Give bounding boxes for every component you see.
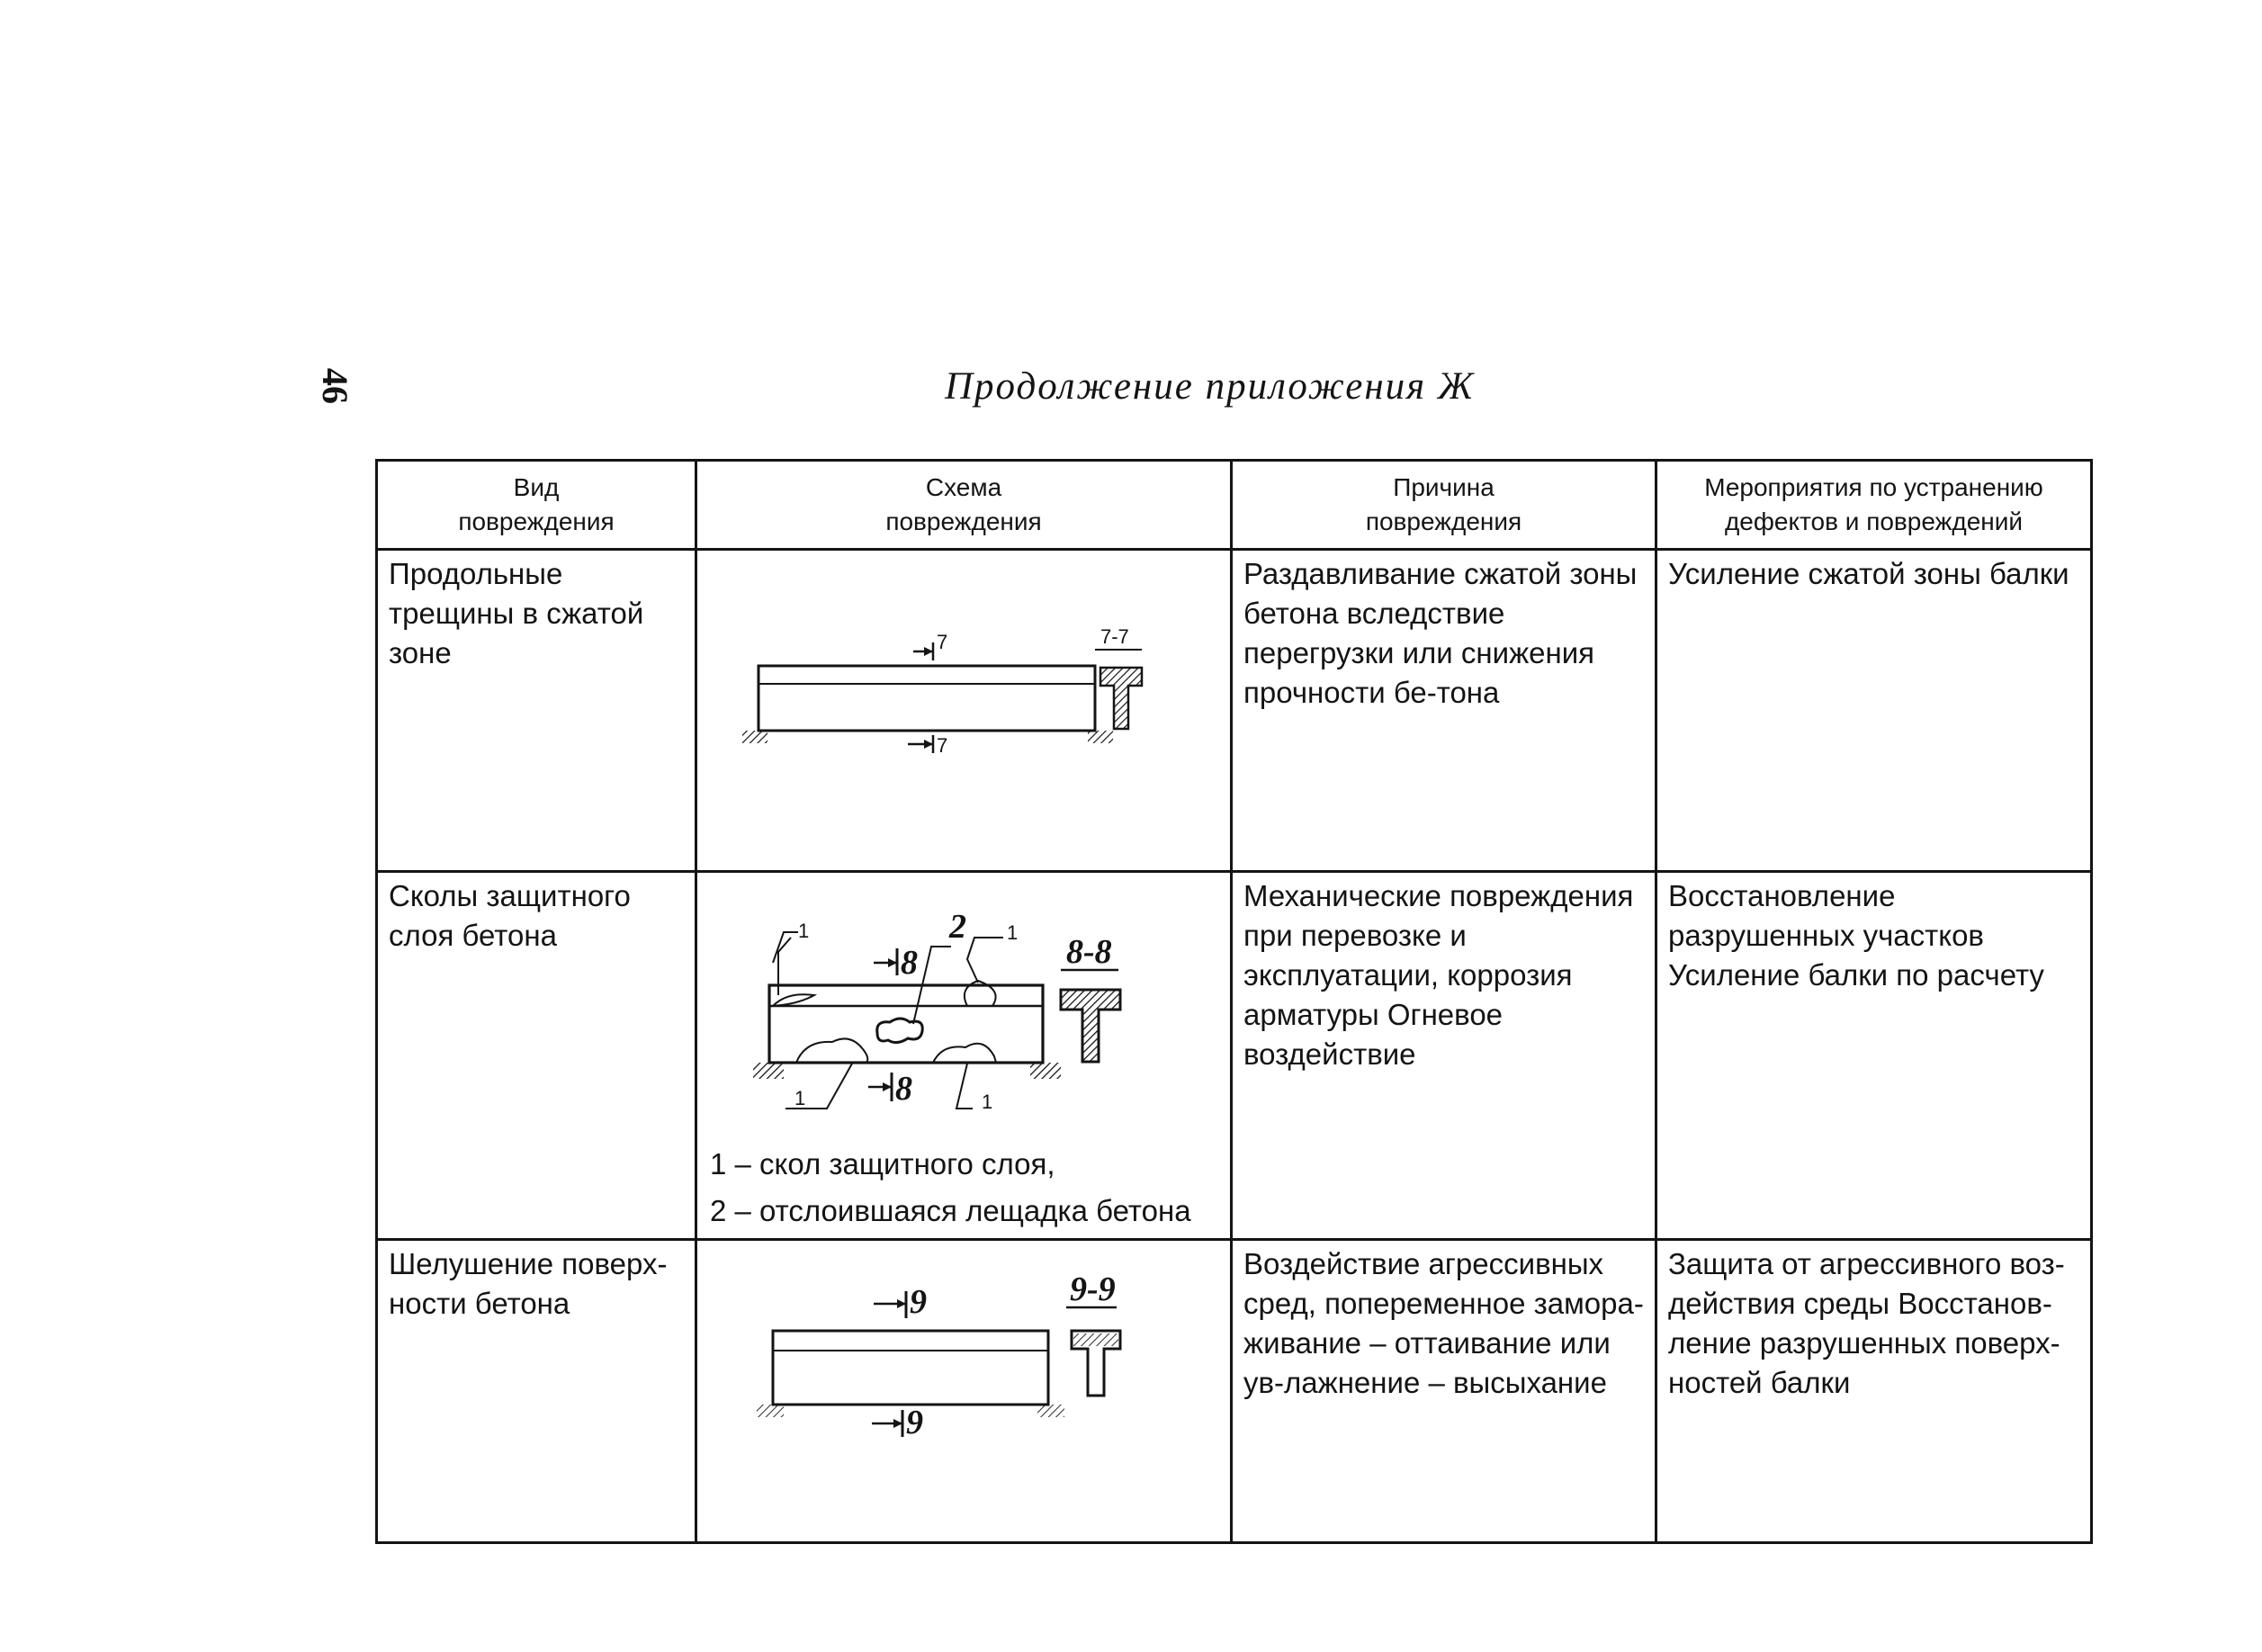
scaled-surface-hatch	[1073, 1333, 1118, 1346]
legend-item: 2 – отслоившаяся лещадка бетона	[710, 1194, 1191, 1227]
damage-type-text: Сколы защитного слоя бетона	[389, 879, 631, 952]
marker-bottom-label: 8	[895, 1070, 912, 1108]
section-marker-top	[913, 631, 947, 660]
beam-scheme-longitudinal-cracks	[697, 551, 1230, 870]
spall-zone	[933, 1044, 996, 1063]
damage-type-cell	[377, 550, 696, 872]
header-line: Схема	[925, 473, 1002, 501]
damage-table	[375, 459, 2093, 1544]
damage-type-cell	[377, 872, 696, 1240]
page-number: 46	[315, 368, 355, 404]
cause-text: Механические повреждения при перевозке и эксплуатации, коррозия арматуры Огневое воздействие	[1243, 879, 1634, 1071]
section-title: 8-8	[1066, 933, 1112, 971]
header-line: Причина	[1393, 473, 1495, 501]
section-marker-top	[874, 944, 918, 982]
table-row	[377, 1240, 2092, 1543]
header-scheme	[696, 461, 1232, 550]
scheme-cell	[696, 550, 1232, 872]
measures-cell	[1656, 1240, 2092, 1543]
callout-1-bottom-right: 1	[982, 1091, 993, 1113]
marker-bottom-label: 7	[937, 734, 948, 757]
scheme-legend	[710, 1141, 1191, 1235]
right-support	[1088, 731, 1113, 743]
cause-cell	[1232, 872, 1656, 1240]
header-line: дефектов и повреждений	[1724, 507, 2024, 535]
left-support	[757, 1405, 784, 1417]
header-line: повреждения	[458, 507, 615, 535]
cause-text: Воздействие агрессивных сред, попеременное замора-живание – оттаивание или ув-лажнение – высыхание	[1243, 1247, 1644, 1399]
beam-outline	[758, 666, 1095, 731]
damage-type-text: Шелушение поверх-ности бетона	[389, 1247, 668, 1320]
legend-item: 1 – скол защитного слоя,	[710, 1147, 1055, 1181]
t-section-icon	[1100, 668, 1142, 729]
callout-1-top-left: 1	[798, 920, 810, 942]
beam-scheme-surface-scaling	[697, 1241, 1230, 1541]
scheme-cell	[696, 1240, 1232, 1543]
section-title: 7-7	[1100, 625, 1129, 648]
table-row	[377, 550, 2092, 872]
scheme-cell	[696, 872, 1232, 1240]
marker-top-label: 7	[937, 631, 948, 653]
right-support	[1030, 1063, 1061, 1079]
header-line: Мероприятия по устранению	[1704, 473, 2043, 501]
beam-outline	[773, 1331, 1048, 1405]
damage-type-text: Продольные трещины в сжатой зоне	[389, 557, 644, 669]
section-marker-bottom	[908, 734, 947, 757]
left-support	[753, 1063, 784, 1079]
header-line: повреждения	[1365, 507, 1522, 535]
section-marker-bottom	[868, 1070, 912, 1108]
marker-bottom-label: 9	[906, 1404, 923, 1441]
concrete-flake	[877, 1019, 922, 1043]
table-row	[377, 872, 2092, 1240]
spall-zone	[796, 1038, 867, 1063]
cause-text: Раздавливание сжатой зоны бетона вследствие перегрузки или снижения прочности бе-тона	[1243, 557, 1638, 709]
section-marker-bottom	[872, 1404, 923, 1441]
marker-top-label: 9	[910, 1283, 927, 1321]
measures-text: Усиление сжатой зоны балки	[1668, 557, 2069, 590]
header-cause	[1232, 461, 1656, 550]
t-section-icon	[1061, 990, 1120, 1062]
damage-type-cell	[377, 1240, 696, 1543]
header-damage-type	[377, 461, 696, 550]
marker-top-label: 8	[901, 944, 918, 982]
callout-1-top-right: 1	[1007, 921, 1019, 944]
measures-text: Восстановление разрушенных участков Усиление балки по расчету	[1668, 879, 2044, 992]
callout-1-bottom-left: 1	[794, 1087, 806, 1109]
header-measures	[1656, 461, 2092, 550]
cause-cell	[1232, 1240, 1656, 1543]
page-title: Продолжение приложения Ж	[945, 365, 1476, 408]
header-line: повреждения	[885, 507, 1042, 535]
callout-2: 2	[949, 908, 966, 946]
right-support	[1037, 1405, 1064, 1417]
measures-cell	[1656, 872, 2092, 1240]
header-line: Вид	[513, 473, 560, 501]
measures-cell	[1656, 550, 2092, 872]
section-marker-top	[874, 1283, 927, 1321]
section-title: 9-9	[1070, 1270, 1116, 1308]
spall-zone	[773, 994, 814, 1006]
left-support	[742, 731, 767, 743]
cause-cell	[1232, 550, 1656, 872]
table-header-row	[377, 461, 2092, 550]
measures-text: Защита от агрессивного воз-действия среды Восстанов-ление разрушенных поверх-ностей балки	[1668, 1247, 2065, 1399]
